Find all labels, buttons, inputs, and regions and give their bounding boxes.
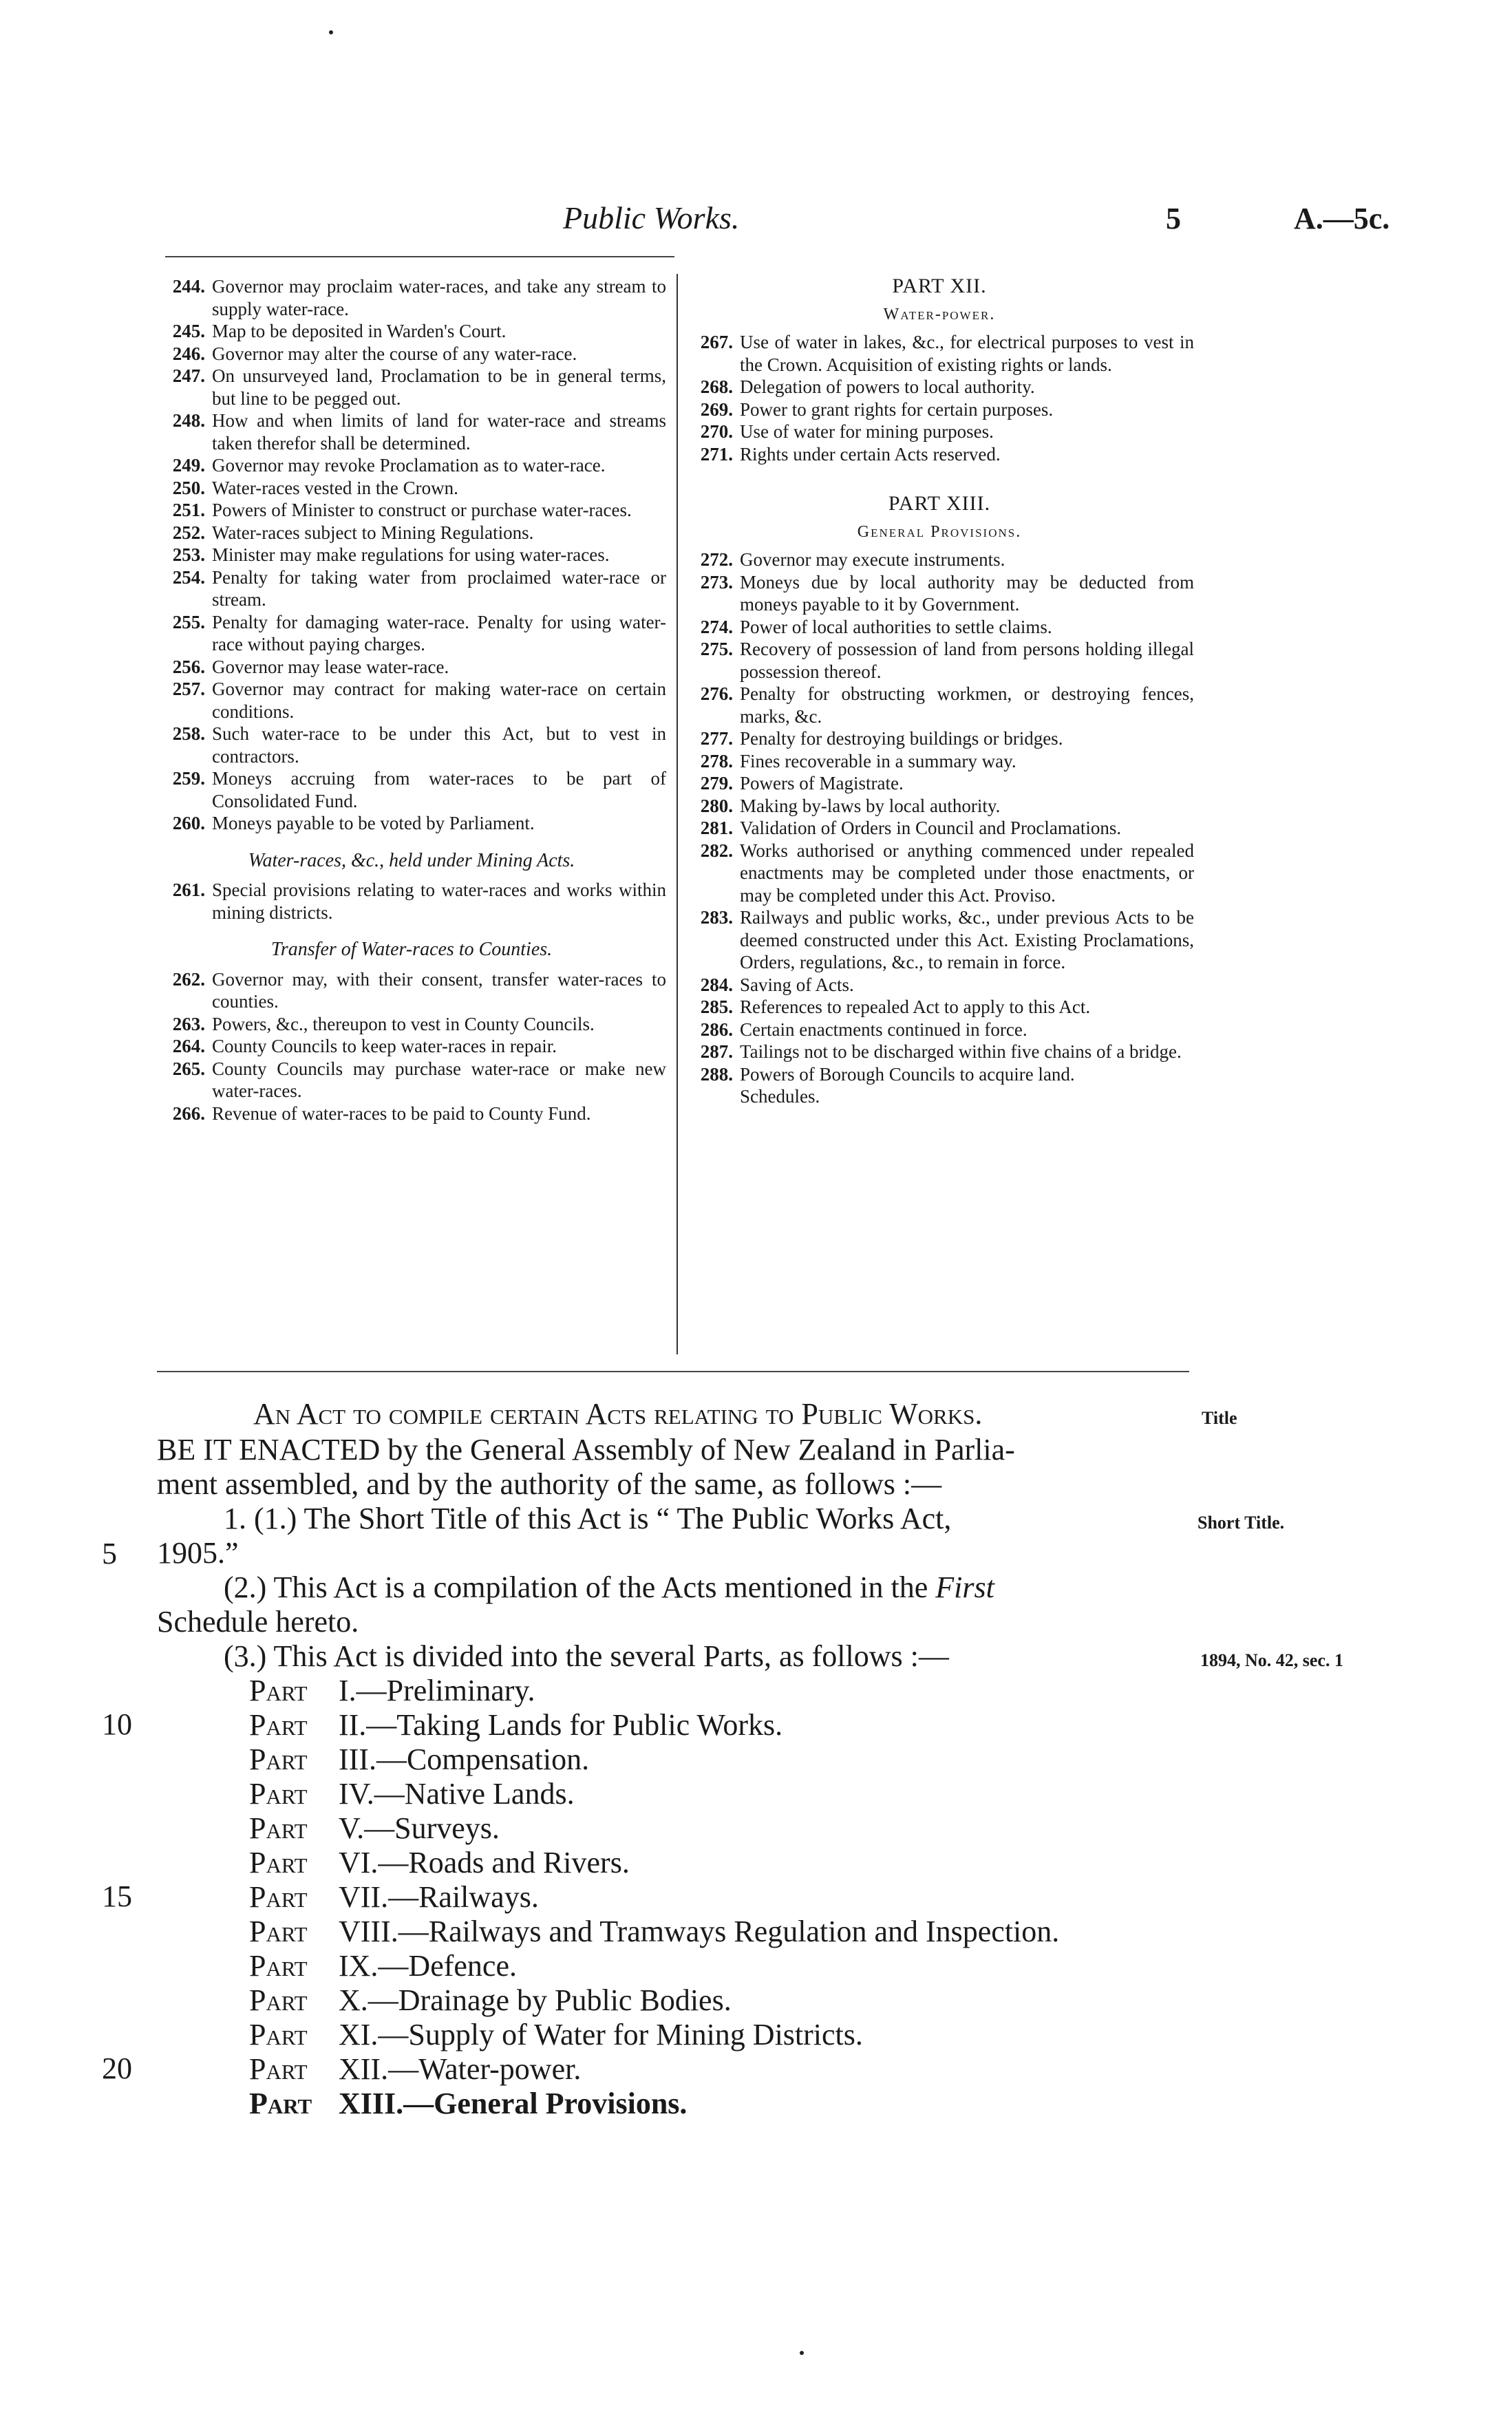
contents-entry — [157, 656, 666, 679]
contents-entry — [157, 544, 666, 566]
part-entry — [249, 1880, 539, 1915]
entry-number: 269. — [700, 398, 733, 420]
contents-entry — [685, 974, 1194, 996]
page-number: 5 — [1166, 202, 1181, 235]
contents-entry — [157, 767, 666, 812]
margin-note-reference: 1894, No. 42, sec. 1 — [1200, 1650, 1343, 1670]
entry-number: 272. — [700, 549, 733, 570]
entry-text: Governor may revoke Proclamation as to water-race. — [212, 455, 606, 476]
entry-text: How and when limits of land for water-race and streams taken therefor shall be determined. — [212, 410, 666, 454]
contents-entry — [685, 750, 1194, 773]
entry-number: 260. — [172, 813, 205, 833]
act-long-title — [253, 1397, 982, 1431]
entry-text: Governor may lease water-race. — [212, 656, 449, 677]
entry-number: 249. — [172, 455, 205, 476]
subhead-mining-acts: Water-races, &c., held under Mining Acts. — [248, 849, 575, 871]
contents-list-left-2 — [157, 879, 666, 924]
part-name: XI.—Supply of Water for Mining Districts. — [339, 2018, 863, 2051]
part-entry — [249, 1674, 535, 1708]
part-entry — [249, 1983, 732, 2018]
contents-entry — [157, 365, 666, 409]
entry-number: 267. — [700, 332, 733, 352]
entry-text: Governor may execute instruments. — [740, 549, 1005, 570]
entry-text: Powers of Borough Councils to acquire land. — [740, 1063, 1075, 1085]
contents-entry — [685, 795, 1194, 818]
contents-left-column — [157, 275, 666, 1125]
entry-text: County Councils may purchase water-race or make new water-races. — [212, 1058, 666, 1101]
contents-entry — [685, 398, 1194, 421]
entry-text: Revenue of water-races to be paid to County Fund. — [212, 1102, 591, 1124]
contents-list-right-2 — [685, 548, 1194, 1108]
entry-text: Recovery of possession of land from persons holding illegal possession thereof. — [740, 639, 1194, 682]
entry-text: Delegation of powers to local authority. — [740, 376, 1035, 397]
entry-number: 284. — [700, 974, 733, 995]
contents-entry — [157, 320, 666, 343]
entry-number: 254. — [172, 566, 205, 588]
part-label: Part — [249, 1846, 308, 1879]
speck-mark-bottom — [800, 2351, 804, 2355]
contents-entry — [685, 331, 1194, 376]
entry-number: 287. — [700, 1041, 733, 1062]
part-name: III.—Compensation. — [339, 1742, 590, 1776]
contents-entry — [685, 616, 1194, 639]
entry-text: Moneys due by local authority may be deducted from moneys payable to it by Government. — [740, 571, 1194, 615]
entry-number: 252. — [172, 522, 205, 543]
part-name: VIII.—Railways and Tramways Regulation and Inspection. — [339, 1915, 1060, 1948]
contents-entry — [685, 996, 1194, 1019]
entry-text: Use of water for mining purposes. — [740, 421, 994, 442]
entry-number: 258. — [172, 723, 205, 744]
act-long-title-text: An Act to compile certain Acts relating to Public Works. — [253, 1397, 983, 1431]
line-number-5: 5 — [102, 1537, 117, 1570]
contents-entry — [157, 454, 666, 477]
line-number-10: 10 — [102, 1707, 132, 1741]
section-2-line-1 — [224, 1570, 994, 1605]
contents-entry — [685, 1041, 1194, 1063]
part-entry — [249, 2087, 687, 2121]
entry-text: Moneys accruing from water-races to be part of Consolidated Fund. — [212, 768, 666, 811]
entry-number: 282. — [700, 840, 733, 861]
contents-entry — [685, 420, 1194, 443]
entry-number: 245. — [172, 321, 205, 341]
contents-entry — [157, 723, 666, 767]
speck-mark — [329, 30, 333, 34]
entry-text: Penalty for taking water from proclaimed water-race or stream. — [212, 566, 666, 610]
subhead-transfer-counties: Transfer of Water-races to Counties. — [270, 939, 553, 960]
contents-entry — [157, 343, 666, 365]
header-rule-left — [165, 256, 674, 257]
part-entry — [249, 1949, 517, 1983]
part-entry — [249, 2052, 581, 2087]
contents-entry — [685, 548, 1194, 571]
entry-text: Power of local authorities to settle claims. — [740, 616, 1052, 637]
contents-entry — [157, 499, 666, 522]
line-number-20: 20 — [102, 2051, 132, 2085]
entry-text: On unsurveyed land, Proclamation to be in general terms, but line to be pegged out. — [212, 365, 666, 409]
entry-text: Governor may alter the course of any water-race. — [212, 343, 577, 364]
section-3-line: (3.) This Act is divided into the several Parts, as follows :— — [224, 1639, 949, 1673]
part-entry — [249, 1811, 500, 1846]
part-entry — [249, 2018, 863, 2052]
entry-number: 285. — [700, 996, 733, 1017]
document-code: A.—5c. — [1294, 202, 1390, 235]
entry-text: Such water-race to be under this Act, but to vest in contractors. — [212, 723, 666, 767]
part-name: X.—Drainage by Public Bodies. — [339, 1983, 732, 2017]
part-name: II.—Taking Lands for Public Works. — [339, 1708, 783, 1742]
contents-entry — [685, 683, 1194, 727]
entry-text: Making by-laws by local authority. — [740, 795, 1001, 816]
margin-note-short-title: Short Title. — [1197, 1513, 1285, 1533]
entry-number: 280. — [700, 795, 733, 816]
entry-number: 259. — [172, 768, 205, 789]
entry-number: 261. — [172, 880, 205, 900]
part-label: Part — [249, 2087, 312, 2120]
contents-entry — [157, 477, 666, 500]
contents-entry — [157, 522, 666, 544]
section-2-italic: First — [935, 1570, 994, 1604]
entry-number: 244. — [172, 276, 205, 297]
column-divider — [677, 274, 678, 1354]
enacting-line-2: ment assembled, and by the authority of the same, as follows :— — [157, 1467, 942, 1501]
contents-entry — [157, 678, 666, 723]
part-entry — [249, 1708, 782, 1742]
section-2-line-2: Schedule hereto. — [157, 1605, 359, 1639]
part-12-subheading: Water-power. — [883, 305, 996, 323]
entry-text: Penalty for damaging water-race. Penalty for using water-race without paying charges. — [212, 611, 666, 654]
part-name: I.—Preliminary. — [339, 1674, 535, 1707]
part-name: XIII.—General Provisions. — [339, 2087, 688, 2120]
entry-text: Rights under certain Acts reserved. — [740, 443, 1001, 465]
entry-number: 279. — [700, 773, 733, 793]
part-label: Part — [249, 1915, 308, 1948]
entry-number: 271. — [700, 443, 733, 465]
contents-entry — [157, 812, 666, 835]
line-number-15: 15 — [102, 1879, 132, 1913]
part-label: Part — [249, 1674, 308, 1707]
contents-entry — [685, 727, 1194, 750]
entry-number: 277. — [700, 728, 733, 749]
part-entry — [249, 1915, 1059, 1949]
entry-text: References to repealed Act to apply to this Act. — [740, 996, 1091, 1017]
entry-text: Works authorised or anything commenced under repealed enactments may be completed under those enactments, or may be completed under this Act. Proviso. — [740, 840, 1194, 906]
entry-text: County Councils to keep water-races in repair. — [212, 1036, 557, 1056]
section-1-line-2: 1905.” — [157, 1536, 239, 1570]
entry-number: 257. — [172, 679, 205, 699]
contents-entry — [157, 1013, 666, 1036]
contents-entry — [685, 1085, 1194, 1108]
part-label: Part — [249, 1742, 308, 1776]
contents-list-right — [685, 331, 1194, 465]
entry-text: Governor may contract for making water-race on certain conditions. — [212, 679, 666, 722]
contents-entry — [157, 409, 666, 454]
entry-number: 256. — [172, 656, 205, 677]
contents-bottom-rule — [157, 1371, 1189, 1372]
enacting-line-1: BE IT ENACTED by the General Assembly of New Zealand in Parlia- — [157, 1433, 1015, 1467]
contents-entry — [157, 1058, 666, 1102]
entry-text: Governor may proclaim water-races, and take any stream to supply water-race. — [212, 276, 666, 319]
entry-text: Penalty for destroying buildings or bridges. — [740, 728, 1063, 749]
contents-entry — [685, 840, 1194, 907]
part-label: Part — [249, 2052, 308, 2086]
contents-entry — [685, 638, 1194, 683]
entry-text: Special provisions relating to water-races and works within mining districts. — [212, 880, 666, 923]
entry-number — [685, 1085, 740, 1108]
entry-number: 248. — [172, 410, 205, 431]
entry-text: Certain enactments continued in force. — [740, 1019, 1027, 1040]
contents-list-left — [157, 275, 666, 835]
entry-number: 255. — [172, 611, 205, 632]
entry-number: 253. — [172, 544, 205, 565]
contents-entry — [157, 275, 666, 320]
entry-text: Saving of Acts. — [740, 974, 854, 995]
entry-number: 246. — [172, 343, 205, 364]
contents-entry — [685, 1019, 1194, 1041]
entry-number: 251. — [172, 500, 205, 520]
entry-number: 275. — [700, 639, 733, 659]
part-name: VI.—Roads and Rivers. — [339, 1846, 630, 1879]
part-label: Part — [249, 1777, 308, 1811]
entry-number: 288. — [700, 1063, 733, 1085]
entry-text: Power to grant rights for certain purposes. — [740, 398, 1054, 420]
entry-number: 264. — [172, 1036, 205, 1056]
entry-number: 262. — [172, 968, 205, 990]
contents-entry — [157, 611, 666, 656]
contents-entry — [685, 443, 1194, 466]
part-12-heading: PART XII. — [892, 275, 987, 297]
contents-list-left-3 — [157, 968, 666, 1125]
part-name: IV.—Native Lands. — [339, 1777, 575, 1811]
part-name: IX.—Defence. — [339, 1949, 517, 1983]
entry-number: 283. — [700, 907, 733, 928]
entry-text: Water-races vested in the Crown. — [212, 477, 458, 498]
entry-text: Water-races subject to Mining Regulations. — [212, 522, 534, 543]
entry-text: Fines recoverable in a summary way. — [740, 750, 1016, 771]
entry-text: Minister may make regulations for using water-races. — [212, 544, 610, 565]
entry-number: 276. — [700, 683, 733, 704]
entry-text: Penalty for obstructing workmen, or destroying fences, marks, &c. — [740, 683, 1194, 727]
part-label: Part — [249, 1949, 308, 1983]
entry-text: Validation of Orders in Council and Proclamations. — [740, 818, 1122, 838]
part-entry — [249, 1846, 630, 1880]
entry-number: 263. — [172, 1013, 205, 1034]
contents-entry — [685, 817, 1194, 840]
contents-entry — [157, 1035, 666, 1058]
part-name: VII.—Railways. — [339, 1880, 539, 1914]
entry-text: Powers of Minister to construct or purchase water-races. — [212, 500, 632, 520]
entry-number: 268. — [700, 376, 733, 397]
entry-text: Moneys payable to be voted by Parliament. — [212, 813, 535, 833]
entry-number: 266. — [172, 1102, 205, 1124]
entry-number: 250. — [172, 477, 205, 498]
entry-number: 286. — [700, 1019, 733, 1040]
entry-text: Powers of Magistrate. — [740, 773, 904, 793]
part-entry — [249, 1777, 575, 1811]
margin-note-title: Title — [1202, 1408, 1237, 1428]
entry-number: 274. — [700, 616, 733, 637]
running-title: Public Works. — [563, 200, 740, 235]
contents-entry — [685, 906, 1194, 974]
entry-number: 273. — [700, 571, 733, 593]
entry-number: 247. — [172, 365, 205, 386]
part-name: V.—Surveys. — [339, 1811, 500, 1845]
entry-number: 270. — [700, 421, 733, 442]
contents-entry — [157, 879, 666, 924]
contents-entry — [157, 968, 666, 1013]
part-label: Part — [249, 1880, 308, 1914]
part-label: Part — [249, 2018, 308, 2051]
section-1-line-1: 1. (1.) The Short Title of this Act is “ The Public Works Act, — [224, 1502, 952, 1535]
entry-text: Tailings not to be discharged within five chains of a bridge. — [740, 1041, 1182, 1062]
contents-entry — [685, 571, 1194, 616]
part-label: Part — [249, 1811, 308, 1845]
part-label: Part — [249, 1983, 308, 2017]
contents-entry — [157, 1102, 666, 1125]
part-13-subheading: General Provisions. — [857, 522, 1022, 541]
contents-entry — [685, 1063, 1194, 1086]
contents-entry — [685, 376, 1194, 398]
contents-entry — [157, 566, 666, 611]
entry-text: Use of water in lakes, &c., for electrical purposes to vest in the Crown. Acquisition of existing rights or lands. — [740, 332, 1194, 375]
contents-right-column — [685, 275, 1194, 1108]
entry-text: Railways and public works, &c., under previous Acts to be deemed constructed under this Act. Existing Proclamations, Orders, regulations, &c., to remain in force. — [740, 907, 1194, 972]
entry-text: Governor may, with their consent, transfer water-races to counties. — [212, 968, 666, 1012]
part-entry — [249, 1742, 589, 1777]
part-label: Part — [249, 1708, 308, 1742]
section-2-text: (2.) This Act is a compilation of the Acts mentioned in the — [224, 1570, 936, 1604]
contents-entry — [685, 772, 1194, 795]
entry-number: 265. — [172, 1058, 205, 1079]
entry-text: Map to be deposited in Warden's Court. — [212, 321, 507, 341]
part-13-heading: PART XIII. — [888, 492, 991, 515]
entry-number: 281. — [700, 818, 733, 838]
entry-text: Schedules. — [740, 1086, 820, 1107]
part-name: XII.—Water-power. — [339, 2052, 582, 2086]
entry-text: Powers, &c., thereupon to vest in County Councils. — [212, 1013, 595, 1034]
entry-number: 278. — [700, 750, 733, 771]
